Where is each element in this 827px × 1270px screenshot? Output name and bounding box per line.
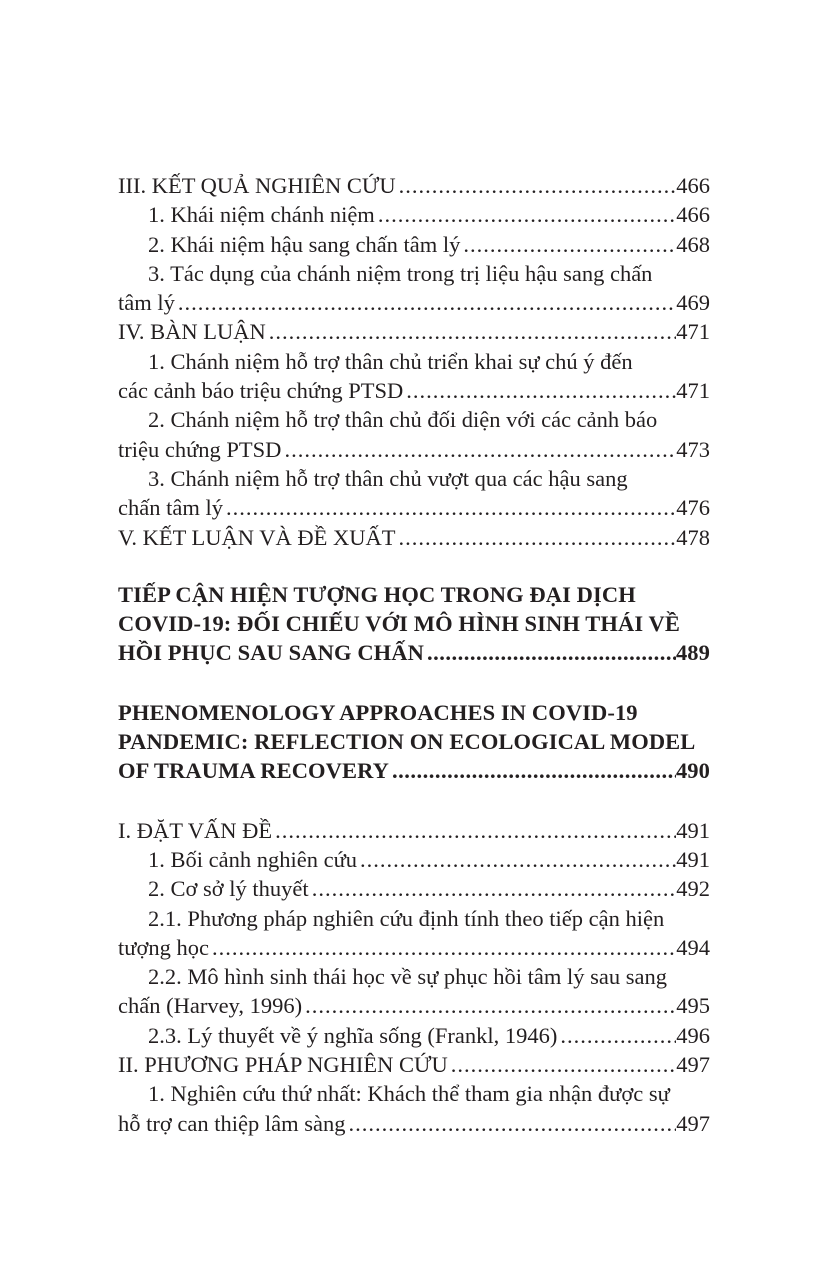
dot-leader (424, 638, 676, 667)
toc-entry (118, 1050, 710, 1079)
toc-entry-title: 2.2. Mô hình sinh thái học về sự phục hồi tâm lý sau sang (148, 964, 668, 990)
toc-entry-title: triệu chứng PTSD (118, 436, 282, 462)
toc-entry-page: 473 (676, 436, 710, 462)
toc-block-1 (118, 171, 710, 552)
toc-entry (118, 317, 710, 346)
toc-entry-title: II. PHƯƠNG PHÁP NGHIÊN CỨU (118, 1052, 448, 1078)
toc-entry-page: 466 (676, 202, 710, 228)
toc-entry-title: I. ĐẶT VẤN ĐỀ (118, 817, 273, 843)
chapter-title-line: PHENOMENOLOGY APPROACHES IN COVID-19 (118, 699, 638, 725)
toc-entry-page: 471 (676, 319, 710, 345)
dot-leader (396, 171, 677, 200)
toc-entry-first-line (118, 405, 710, 434)
dot-leader (375, 200, 676, 229)
chapter-title-line: OF TRAUMA RECOVERY (118, 758, 390, 784)
dot-leader (266, 317, 677, 346)
dot-leader (460, 230, 676, 259)
toc-entry-title: 2. Chánh niệm hỗ trợ thân chủ đối diện với các cảnh báo (148, 407, 658, 433)
toc-entry-title: 1. Chánh niệm hỗ trợ thân chủ triển khai sự chú ý đến (148, 348, 633, 374)
chapter-title-last-line (118, 638, 710, 667)
toc-entry (118, 200, 710, 229)
chapter-title-line: HỒI PHỤC SAU SANG CHẤN (118, 640, 424, 666)
dot-leader (396, 523, 677, 552)
toc-entry-page: 497 (676, 1052, 710, 1078)
toc-entry-title: IV. BÀN LUẬN (118, 319, 266, 345)
toc-entry-title: 2.1. Phương pháp nghiên cứu định tính theo tiếp cận hiện (148, 905, 665, 931)
toc-entry-page: 478 (676, 524, 710, 550)
toc-entry-title: 3. Tác dụng của chánh niệm trong trị liệu hậu sang chấn (148, 260, 653, 286)
dot-leader (357, 845, 676, 874)
spacer (118, 552, 710, 580)
chapter-title-line: TIẾP CẬN HIỆN TƯỢNG HỌC TRONG ĐẠI DỊCH (118, 581, 636, 607)
chapter-heading-vi (118, 580, 710, 668)
toc-entry-page: 466 (676, 173, 710, 198)
dot-leader (448, 1050, 677, 1079)
toc-entry-title: 1. Khái niệm chánh niệm (148, 202, 375, 228)
toc-entry-continuation (118, 1109, 710, 1138)
toc-entry-continuation (118, 933, 710, 962)
toc-entry-continuation (118, 493, 710, 522)
dot-leader (302, 991, 676, 1020)
toc-entry-continuation (118, 991, 710, 1020)
toc-entry-title: III. KẾT QUẢ NGHIÊN CỨU (118, 173, 396, 198)
toc-entry-title: 1. Bối cảnh nghiên cứu (148, 846, 358, 872)
toc-entry-title: V. KẾT LUẬN VÀ ĐỀ XUẤT (118, 524, 396, 550)
chapter-title-last-line (118, 756, 710, 785)
toc-entry-first-line (118, 259, 710, 288)
spacer (118, 668, 710, 698)
toc-entry-page: 494 (676, 934, 710, 960)
dot-leader (403, 376, 676, 405)
dot-leader (175, 288, 676, 317)
toc-entry-continuation (118, 435, 710, 464)
toc-entry-first-line (118, 904, 710, 933)
toc-entry (118, 845, 710, 874)
toc-entry-continuation (118, 376, 710, 405)
chapter-heading-en (118, 698, 710, 786)
toc-entry-title: 1. Nghiên cứu thứ nhất: Khách thể tham gia nhận được sự (148, 1081, 670, 1107)
toc-entry-title: 3. Chánh niệm hỗ trợ thân chủ vượt qua các hậu sang (148, 465, 628, 491)
dot-leader (223, 493, 676, 522)
dot-leader (345, 1109, 676, 1138)
toc-entry-page: 476 (676, 495, 710, 521)
dot-leader (389, 756, 676, 785)
chapter-page: 490 (675, 758, 710, 784)
toc-entry-title: tượng học (118, 934, 209, 960)
toc-entry-page: 468 (676, 231, 710, 257)
toc-entry-title: chấn tâm lý (118, 495, 223, 521)
toc-entry-first-line (118, 464, 710, 493)
toc-entry-continuation (118, 288, 710, 317)
toc-entry-page: 496 (676, 1022, 710, 1048)
toc-entry-page: 495 (676, 993, 710, 1019)
dot-leader (209, 933, 676, 962)
toc-entry-title: hỗ trợ can thiệp lâm sàng (118, 1110, 346, 1136)
toc-entry (118, 230, 710, 259)
toc-entry-page: 491 (676, 817, 710, 843)
toc-entry (118, 816, 710, 845)
toc-entry-title: chấn (Harvey, 1996) (118, 993, 303, 1019)
toc-page (118, 171, 710, 1138)
toc-entry-page: 469 (676, 290, 710, 316)
toc-entry-title: tâm lý (118, 290, 175, 316)
toc-entry-title: các cảnh báo triệu chứng PTSD (118, 378, 404, 404)
dot-leader (272, 816, 676, 845)
spacer (118, 786, 710, 816)
toc-entry-page: 492 (676, 876, 710, 902)
toc-entry (118, 1021, 710, 1050)
toc-entry (118, 171, 710, 200)
chapter-title-line: COVID-19: ĐỐI CHIẾU VỚI MÔ HÌNH SINH THÁI VỀ (118, 611, 680, 637)
toc-entry-page: 471 (676, 378, 710, 404)
toc-entry (118, 874, 710, 903)
toc-entry (118, 523, 710, 552)
chapter-title-line: PANDEMIC: REFLECTION ON ECOLOGICAL MODEL (118, 729, 696, 755)
toc-entry-page: 491 (676, 846, 710, 872)
dot-leader (281, 435, 676, 464)
toc-entry-first-line (118, 1079, 710, 1108)
chapter-page: 489 (675, 640, 710, 666)
toc-entry-page: 497 (676, 1110, 710, 1136)
dot-leader (557, 1021, 676, 1050)
toc-entry-first-line (118, 347, 710, 376)
toc-entry-title: 2.3. Lý thuyết về ý nghĩa sống (Frankl, 1946) (148, 1022, 558, 1048)
toc-entry-title: 2. Cơ sở lý thuyết (148, 876, 309, 902)
dot-leader (309, 874, 677, 903)
toc-block-2 (118, 816, 710, 1138)
toc-entry-title: 2. Khái niệm hậu sang chấn tâm lý (148, 231, 461, 257)
toc-entry-first-line (118, 962, 710, 991)
